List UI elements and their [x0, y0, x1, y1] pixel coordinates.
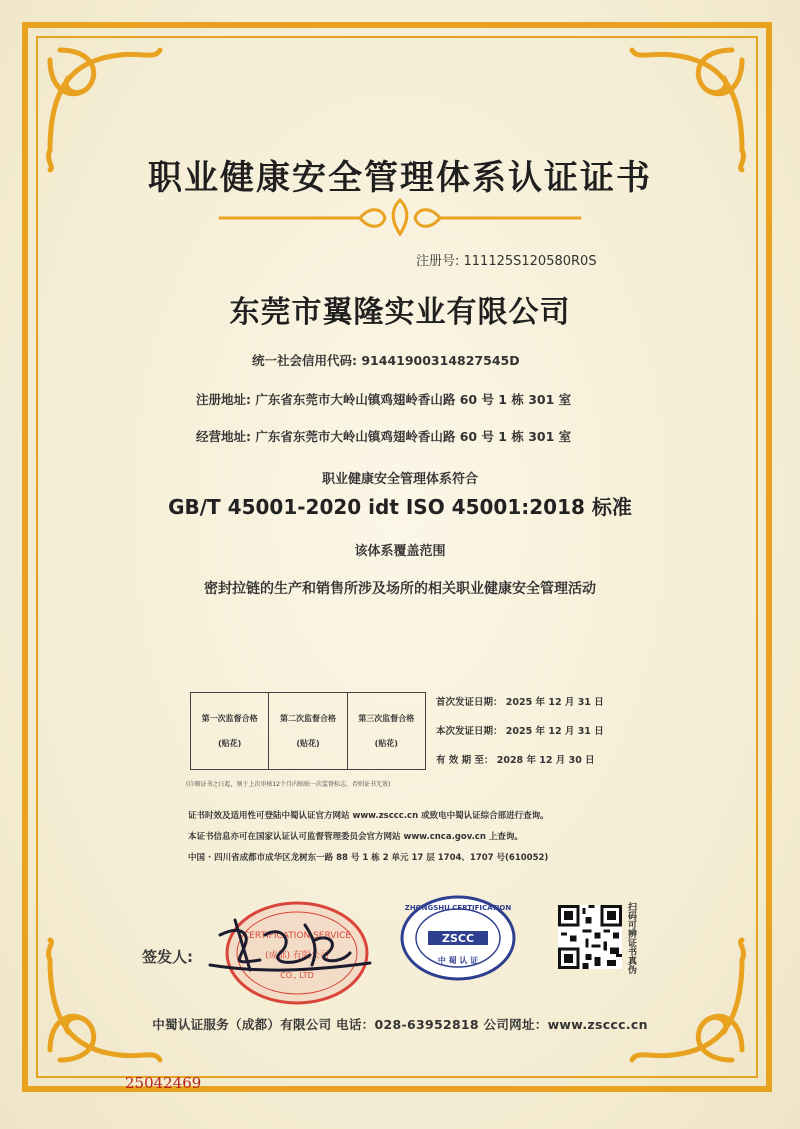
- signer-label: 签发人:: [142, 948, 193, 966]
- scope-text: 密封拉链的生产和销售所涉及场所的相关职业健康安全管理活动: [204, 581, 596, 597]
- audit-cell-label: 第二次监督合格: [279, 714, 336, 723]
- this-issue-date: 本次发证日期： 2025 年 12 月 31 日: [436, 726, 604, 737]
- svg-text:ZHONGSHU CERTIFICATION: ZHONGSHU CERTIFICATION: [404, 904, 512, 912]
- info-line: 本证书信息亦可在国家认证认可监督管理委员会官方网站 www.cnca.gov.cn 上查询。: [188, 832, 523, 842]
- zscc-logo-icon: [398, 893, 518, 983]
- qr-label: 扫码可辨证书真伪: [626, 902, 636, 974]
- first-issue-date: 首次发证日期： 2025 年 12 月 31 日: [436, 697, 604, 708]
- audit-cell-sticker: (贴花): [296, 739, 320, 748]
- standard-name: GB/T 45001-2020 idt ISO 45001:2018 标准: [168, 495, 632, 519]
- svg-text:中 蜀 认 证: 中 蜀 认 证: [437, 956, 479, 965]
- credit-code: 统一社会信用代码: 91441900314827545D: [252, 353, 520, 368]
- audit-cell-sticker: (贴花): [374, 739, 398, 748]
- info-block: [188, 806, 549, 869]
- info-line: 中国 · 四川省成都市成华区龙树东一路 88 号 1 栋 2 单元 17 层 1704、1707 号(610052): [188, 853, 549, 863]
- business-address: 经营地址: 广东省东莞市大岭山镇鸡翅岭香山路 60 号 1 栋 301 室: [196, 429, 572, 444]
- fleuron-divider-icon: [210, 196, 590, 238]
- svg-text:(成都) 有限公司: (成都) 有限公司: [265, 951, 329, 961]
- serial-number: 25042469: [125, 1074, 202, 1092]
- scope-heading: 该体系覆盖范围: [354, 544, 446, 559]
- signature-icon: [200, 905, 380, 985]
- audit-note: (自颁证书之日起，须于上次审核12个月内贴贴一次监督标志，否则证书无效): [186, 781, 391, 788]
- audit-table: [190, 692, 426, 770]
- audit-cell-sticker: (贴花): [218, 739, 242, 748]
- info-line: 证书时效及适用性可登陆中蜀认证官方网站 www.zsccc.cn 或致电中蜀认证综合部进行查询。: [188, 811, 549, 821]
- registered-address: 注册地址: 广东省东莞市大岭山镇鸡翅岭香山路 60 号 1 栋 301 室: [196, 392, 572, 407]
- issuer-footer: 中蜀认证服务（成都）有限公司 电话：028-63952818 公司网址：www.zsccc.cn: [152, 1017, 648, 1032]
- audit-cell-label: 第三次监督合格: [358, 714, 415, 723]
- svg-text:ZSCC: ZSCC: [441, 932, 475, 945]
- audit-cell: [348, 693, 425, 769]
- valid-until-date: 有 效 期 至： 2028 年 12 月 30 日: [436, 755, 595, 766]
- certificate-title: 职业健康安全管理体系认证证书: [148, 158, 652, 198]
- audit-cell: [269, 693, 347, 769]
- issue-dates: [436, 694, 604, 781]
- audit-cell-label: 第一次监督合格: [201, 714, 258, 723]
- svg-text:CERTIFICATION SERVICE: CERTIFICATION SERVICE: [242, 931, 352, 941]
- conformity-text: 职业健康安全管理体系符合: [321, 472, 478, 487]
- company-name: 东莞市翼隆实业有限公司: [229, 295, 571, 330]
- svg-text:CO., LTD: CO., LTD: [280, 971, 314, 980]
- audit-cell: [191, 693, 269, 769]
- registration-number: 注册号: 111125S120580R0S: [416, 254, 597, 269]
- qr-code-icon[interactable]: [558, 905, 622, 969]
